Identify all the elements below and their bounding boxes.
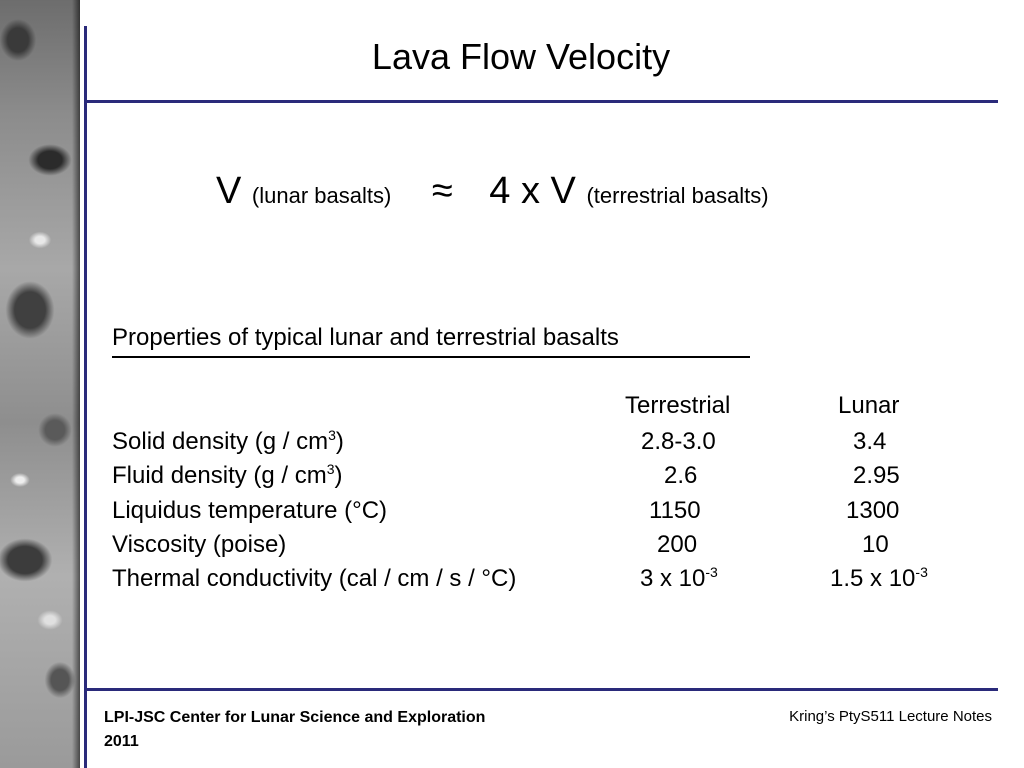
value-lunar-solid-density: 3.4 [853,428,887,455]
value-terrestrial-solid-density: 2.8-3.0 [641,428,716,455]
row-label-solid-density: Solid density $(g / cm^3)$ [112,427,344,455]
velocity-equation [216,170,769,213]
footer-organization [104,706,604,754]
row-label-viscosity: Viscosity (poise) [112,531,287,558]
vertical-rule [84,26,87,768]
equation-rhs-sub: (terrestrial basalts) [586,183,769,208]
equation-approx-sign: ≈ [431,170,453,212]
value-terrestrial-liquidus: 1150 [649,497,701,524]
table-heading: Properties of typical lunar and terrestrial basalts [112,324,750,358]
value-lunar-liquidus: 1300 [846,497,900,524]
value-terrestrial-fluid-density: 2.6 [664,462,698,489]
slide-title: Lava Flow Velocity [371,36,671,77]
row-label-thermal-conductivity: Thermal conductivity (cal / cm / s / °C) [112,565,517,592]
row-label-liquidus-temperature: Liquidus temperature (°C) [112,497,388,524]
footer-year: 2011 [104,733,139,750]
row-label-fluid-density: Fluid density $(g / cm^3)$ [112,461,343,489]
equation-rhs-symbol: 4 x V [489,170,576,212]
footer-rule [84,688,998,691]
value-lunar-viscosity: 10 [862,531,889,558]
column-header-terrestrial: Terrestrial [625,392,731,419]
equation-lhs-symbol: V [216,170,242,212]
value-lunar-fluid-density: 2.95 [853,462,900,489]
value-lunar-thermal-conductivity: 1.5 x $10^{-3}$ [830,564,928,592]
title-rule [84,100,998,103]
moon-surface-image [0,0,80,768]
equation-lhs-sub: (lunar basalts) [251,183,392,208]
column-header-lunar: Lunar [838,392,900,419]
footer-org-name: LPI-JSC Center for Lunar Science and Exploration [104,709,486,726]
footer-lecture-notes: Kring’s PtyS511 Lecture Notes [789,708,992,725]
value-terrestrial-viscosity: 200 [657,531,698,558]
value-terrestrial-thermal-conductivity: 3 x $10^{-3}$ [640,564,718,592]
